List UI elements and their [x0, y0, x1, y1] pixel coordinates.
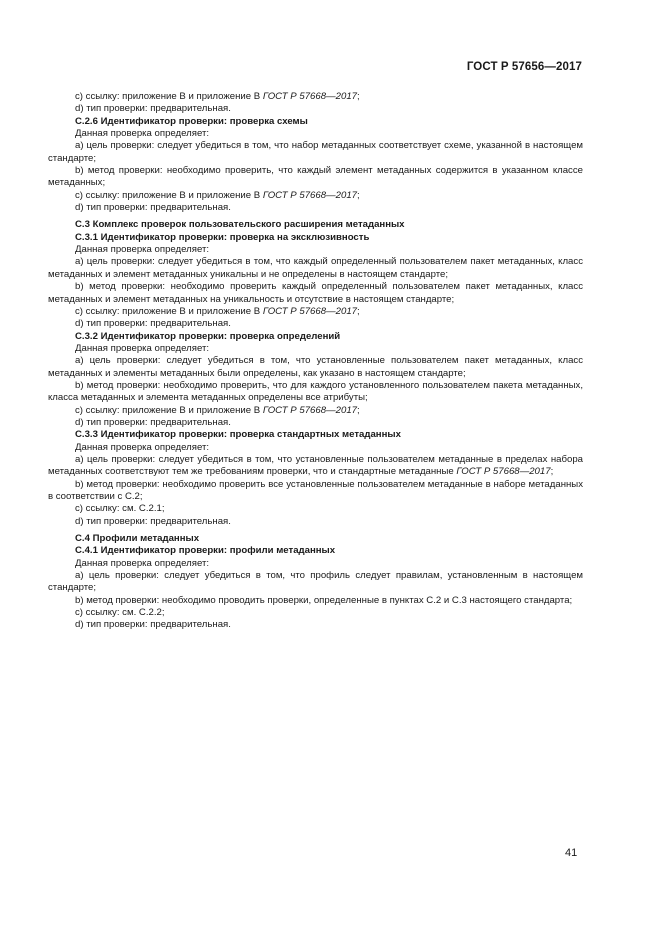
- paragraph: [48, 91, 583, 103]
- paragraph: [48, 405, 583, 417]
- section-heading: C.3.1 Идентификатор проверки: проверка на эксклюзивность: [75, 231, 370, 243]
- paragraph: Данная проверка определяет:: [75, 244, 210, 256]
- paragraph-text: c) ссылку: приложение B и приложение B: [75, 305, 263, 317]
- paragraph-text: ;: [357, 189, 360, 201]
- paragraph: [48, 306, 583, 318]
- paragraph-text: ;: [550, 466, 554, 478]
- section-heading: C.2.6 Идентификатор проверки: проверка схемы: [75, 115, 308, 127]
- section-heading: C.4 Профили метаданных: [75, 533, 200, 545]
- section-heading: C.3.3 Идентификатор проверки: проверка стандартных метаданных: [75, 429, 401, 441]
- paragraph: b) метод проверки: необходимо проверить, что для каждого установленного пользователем пакета метаданных, класса метаданных и элемента метаданных определены все атрибуты;: [48, 379, 583, 404]
- paragraph: c) ссылку: см. C.2.1;: [75, 503, 165, 515]
- standard-reference: ГОСТ Р 57668—2017: [262, 189, 357, 201]
- paragraph: d) тип проверки: предварительная.: [75, 202, 231, 214]
- paragraph: d) тип проверки: предварительная.: [75, 515, 231, 527]
- paragraph: b) метод проверки: необходимо проводить проверки, определенные в пунктах C.2 и C.3 настоящего стандарта;: [75, 594, 573, 606]
- paragraph: d) тип проверки: предварительная.: [75, 416, 231, 428]
- paragraph: Данная проверка определяет:: [75, 441, 210, 453]
- section-heading: C.3 Комплекс проверок пользовательского расширения метаданных: [75, 219, 405, 231]
- standard-reference: ГОСТ Р 57668—2017: [262, 91, 357, 102]
- paragraph: Данная проверка определяет:: [75, 342, 210, 354]
- paragraph: d) тип проверки: предварительная.: [75, 318, 231, 330]
- paragraph-text: ;: [357, 305, 360, 317]
- paragraph: a) цель проверки: следует убедиться в том, что установленные пользователем пакет метаданных, класс метаданных и элементы метаданных были определены, как указано в настоящем стандарте;: [48, 355, 583, 379]
- standard-reference: ГОСТ Р 57668—2017: [456, 466, 551, 478]
- paragraph: a) цель проверки: следует убедиться в том, что профиль следует правилам, установленным в настоящем стандарте;: [48, 570, 583, 594]
- paragraph-text: c) ссылку: приложение B и приложение B: [75, 91, 263, 102]
- paragraph: [48, 454, 583, 479]
- paragraph: b) метод проверки: необходимо проверить каждый определенный пользователем пакет метаданных, класс метаданных и элемент метаданных на уникальность и отсутствие в настоящем стандарте;: [48, 281, 583, 305]
- page-number: 41: [565, 847, 578, 859]
- standard-reference: ГОСТ Р 57668—2017: [262, 404, 357, 416]
- paragraph-text: ;: [357, 91, 360, 102]
- paragraph: a) цель проверки: следует убедиться в том, что набор метаданных соответствует схеме, указанной в настоящем стандарте;: [48, 140, 583, 164]
- paragraph: Данная проверка определяет:: [75, 128, 210, 140]
- paragraph: d) тип проверки: предварительная.: [75, 103, 231, 115]
- paragraph: b) метод проверки: необходимо проверить все установленные пользователем метаданные в наборе метаданных в соответствии с C.2;: [48, 478, 583, 502]
- paragraph: [48, 190, 583, 202]
- section-heading: C.3.2 Идентификатор проверки: проверка определений: [75, 330, 341, 342]
- paragraph-text: ;: [357, 404, 360, 416]
- paragraph: Данная проверка определяет:: [75, 557, 210, 569]
- document-number-header: ГОСТ Р 57656—2017: [466, 61, 582, 73]
- document-body: [48, 91, 583, 632]
- section-heading: C.4.1 Идентификатор проверки: профили метаданных: [75, 545, 336, 557]
- paragraph: c) ссылку: см. C.2.2;: [75, 607, 165, 619]
- paragraph-text: a) цель проверки: следует убедиться в том, что установленные пользователем метаданные в пределах набора метаданных соответствуют тем же требованиям проверки, что и стандартные метаданные: [48, 453, 583, 478]
- paragraph: a) цель проверки: следует убедиться в том, что каждый определенный пользователем пакет метаданных, класс метаданных и элемент метаданных уникальны и не определены в настоящем стандарте;: [48, 256, 583, 280]
- paragraph-text: c) ссылку: приложение B и приложение B: [75, 189, 263, 201]
- paragraph-text: c) ссылку: приложение B и приложение B: [75, 404, 263, 416]
- paragraph: d) тип проверки: предварительная.: [75, 619, 231, 631]
- paragraph: b) метод проверки: необходимо проверить, что каждый элемент метаданных содержится в указанном классе метаданных;: [48, 165, 583, 189]
- standard-reference: ГОСТ Р 57668—2017: [262, 305, 357, 317]
